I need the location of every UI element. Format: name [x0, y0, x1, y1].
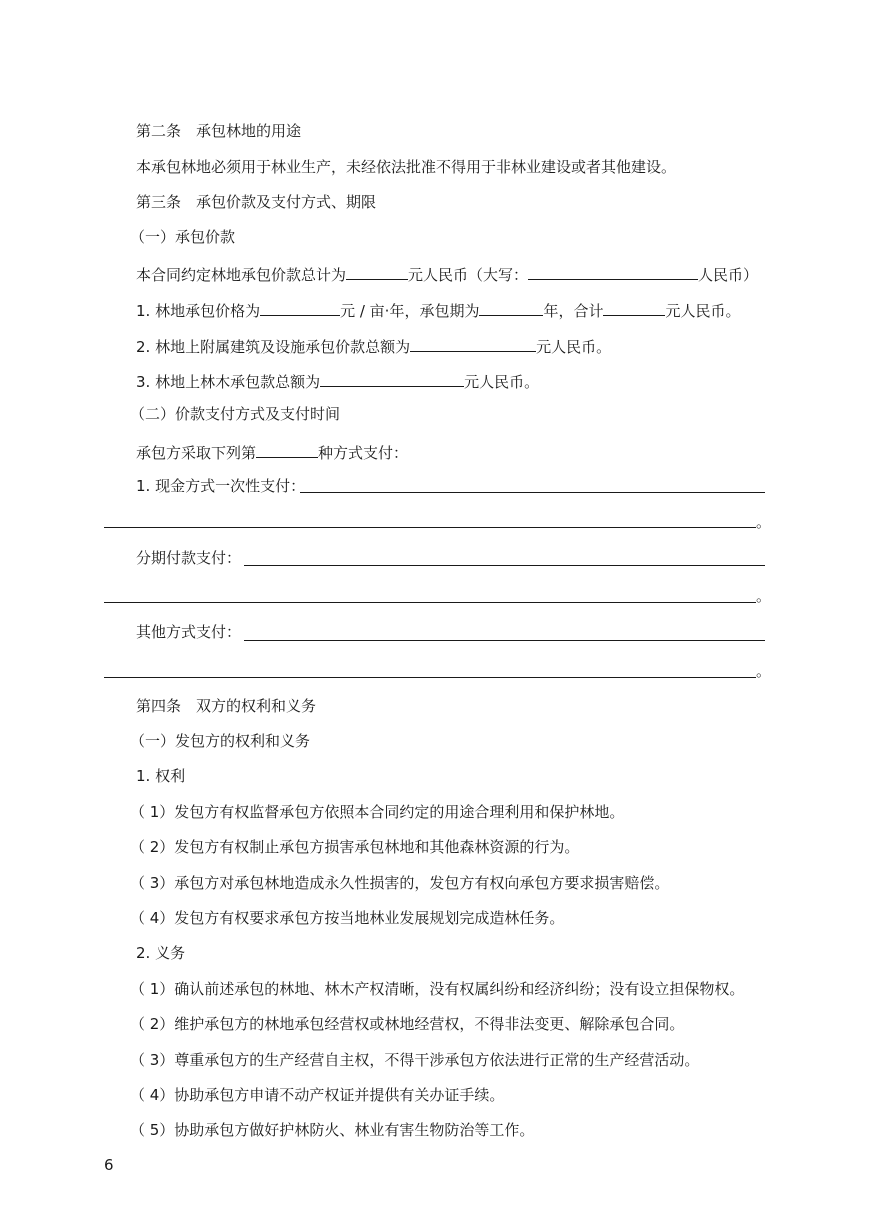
article-2-title: 第二条 承包林地的用途: [136, 122, 302, 140]
payment-choice-text-a: 承包方采取下列第: [136, 444, 257, 462]
item-3-text-b: 元人民币。: [464, 373, 540, 391]
cash-payment-blank-2[interactable]: [104, 527, 756, 528]
term-years-blank[interactable]: [479, 298, 543, 316]
total-price-text-c: 人民币）: [698, 266, 759, 284]
duties-item-1: （ 1）确认前述承包的林地、林木产权清晰，没有权属纠纷和经济纠纷；没有设立担保物权。: [130, 980, 745, 998]
article-4-title: 第四条 双方的权利和义务: [136, 697, 317, 715]
total-price-text-b: 元人民币（大写：: [408, 266, 529, 284]
item-1-text-d: 元人民币。: [665, 302, 741, 320]
installment-payment-label: 分期付款支付：: [136, 549, 242, 567]
section-3-1-heading: （一）承包价款: [130, 228, 236, 246]
item-1-total-blank[interactable]: [603, 298, 665, 316]
other-payment-period: 。: [756, 662, 772, 680]
item-3-text-a: 3. 林地上林木承包款总额为: [136, 373, 321, 391]
other-payment-blank-2[interactable]: [104, 677, 756, 678]
payment-choice-text-b: 种方式支付：: [318, 444, 409, 462]
other-payment-blank-1[interactable]: [244, 640, 765, 641]
installment-payment-period: 。: [756, 587, 772, 605]
facilities-amount-blank[interactable]: [410, 334, 536, 352]
item-1-text-b: 元 / 亩·年，承包期为: [340, 302, 480, 320]
section-3-2-heading: （二）价款支付方式及支付时间: [130, 405, 341, 423]
item-2-text-b: 元人民币。: [536, 338, 612, 356]
item-3-line: [136, 369, 539, 389]
payment-method-blank[interactable]: [256, 440, 318, 458]
article-2-body: 本承包林地必须用于林业生产，未经依法批准不得用于非林业建设或者其他建设。: [136, 158, 677, 176]
item-2-text-a: 2. 林地上附属建筑及设施承包价款总额为: [136, 338, 411, 356]
rights-heading: 1. 权利: [136, 767, 186, 785]
section-4-1-heading: （一）发包方的权利和义务: [130, 732, 311, 750]
item-2-line: [136, 334, 611, 354]
article-3-title: 第三条 承包价款及支付方式、期限: [136, 193, 377, 211]
other-payment-label: 其他方式支付：: [136, 623, 242, 641]
duties-item-5: （ 5）协助承包方做好护林防火、林业有害生物防治等工作。: [130, 1121, 535, 1139]
duties-item-2: （ 2）维护承包方的林地承包经营权或林地经营权，不得非法变更、解除承包合同。: [130, 1015, 685, 1033]
page-number: 6: [104, 1156, 114, 1174]
duties-item-3: （ 3）尊重承包方的生产经营自主权，不得干涉承包方依法进行正常的生产经营活动。: [130, 1051, 700, 1069]
installment-payment-blank-1[interactable]: [244, 565, 765, 566]
item-1-text-a: 1. 林地承包价格为: [136, 302, 261, 320]
item-1-text-c: 年，合计: [543, 302, 604, 320]
rights-item-4: （ 4）发包方有权要求承包方按当地林业发展规划完成造林任务。: [130, 909, 565, 927]
total-price-text-a: 本合同约定林地承包价款总计为: [136, 266, 347, 284]
cash-payment-blank-1[interactable]: [300, 492, 765, 493]
payment-choice-line: [136, 440, 408, 460]
duties-heading: 2. 义务: [136, 944, 186, 962]
total-price-line: [136, 262, 758, 282]
duties-item-4: （ 4）协助承包方申请不动产权证并提供有关办证手续。: [130, 1086, 505, 1104]
item-1-line: [136, 298, 740, 318]
installment-payment-blank-2[interactable]: [104, 602, 756, 603]
rights-item-2: （ 2）发包方有权制止承包方损害承包林地和其他森林资源的行为。: [130, 838, 580, 856]
total-amount-blank[interactable]: [346, 262, 408, 280]
price-per-mu-blank[interactable]: [260, 298, 340, 316]
rights-item-3: （ 3）承包方对承包林地造成永久性损害的，发包方有权向承包方要求损害赔偿。: [130, 874, 670, 892]
cash-payment-label: 1. 现金方式一次性支付：: [136, 477, 306, 495]
rights-item-1: （ 1）发包方有权监督承包方依照本合同约定的用途合理利用和保护林地。: [130, 803, 625, 821]
cash-payment-period: 。: [756, 513, 772, 531]
trees-amount-blank[interactable]: [320, 369, 464, 387]
total-amount-uppercase-blank[interactable]: [528, 262, 698, 280]
